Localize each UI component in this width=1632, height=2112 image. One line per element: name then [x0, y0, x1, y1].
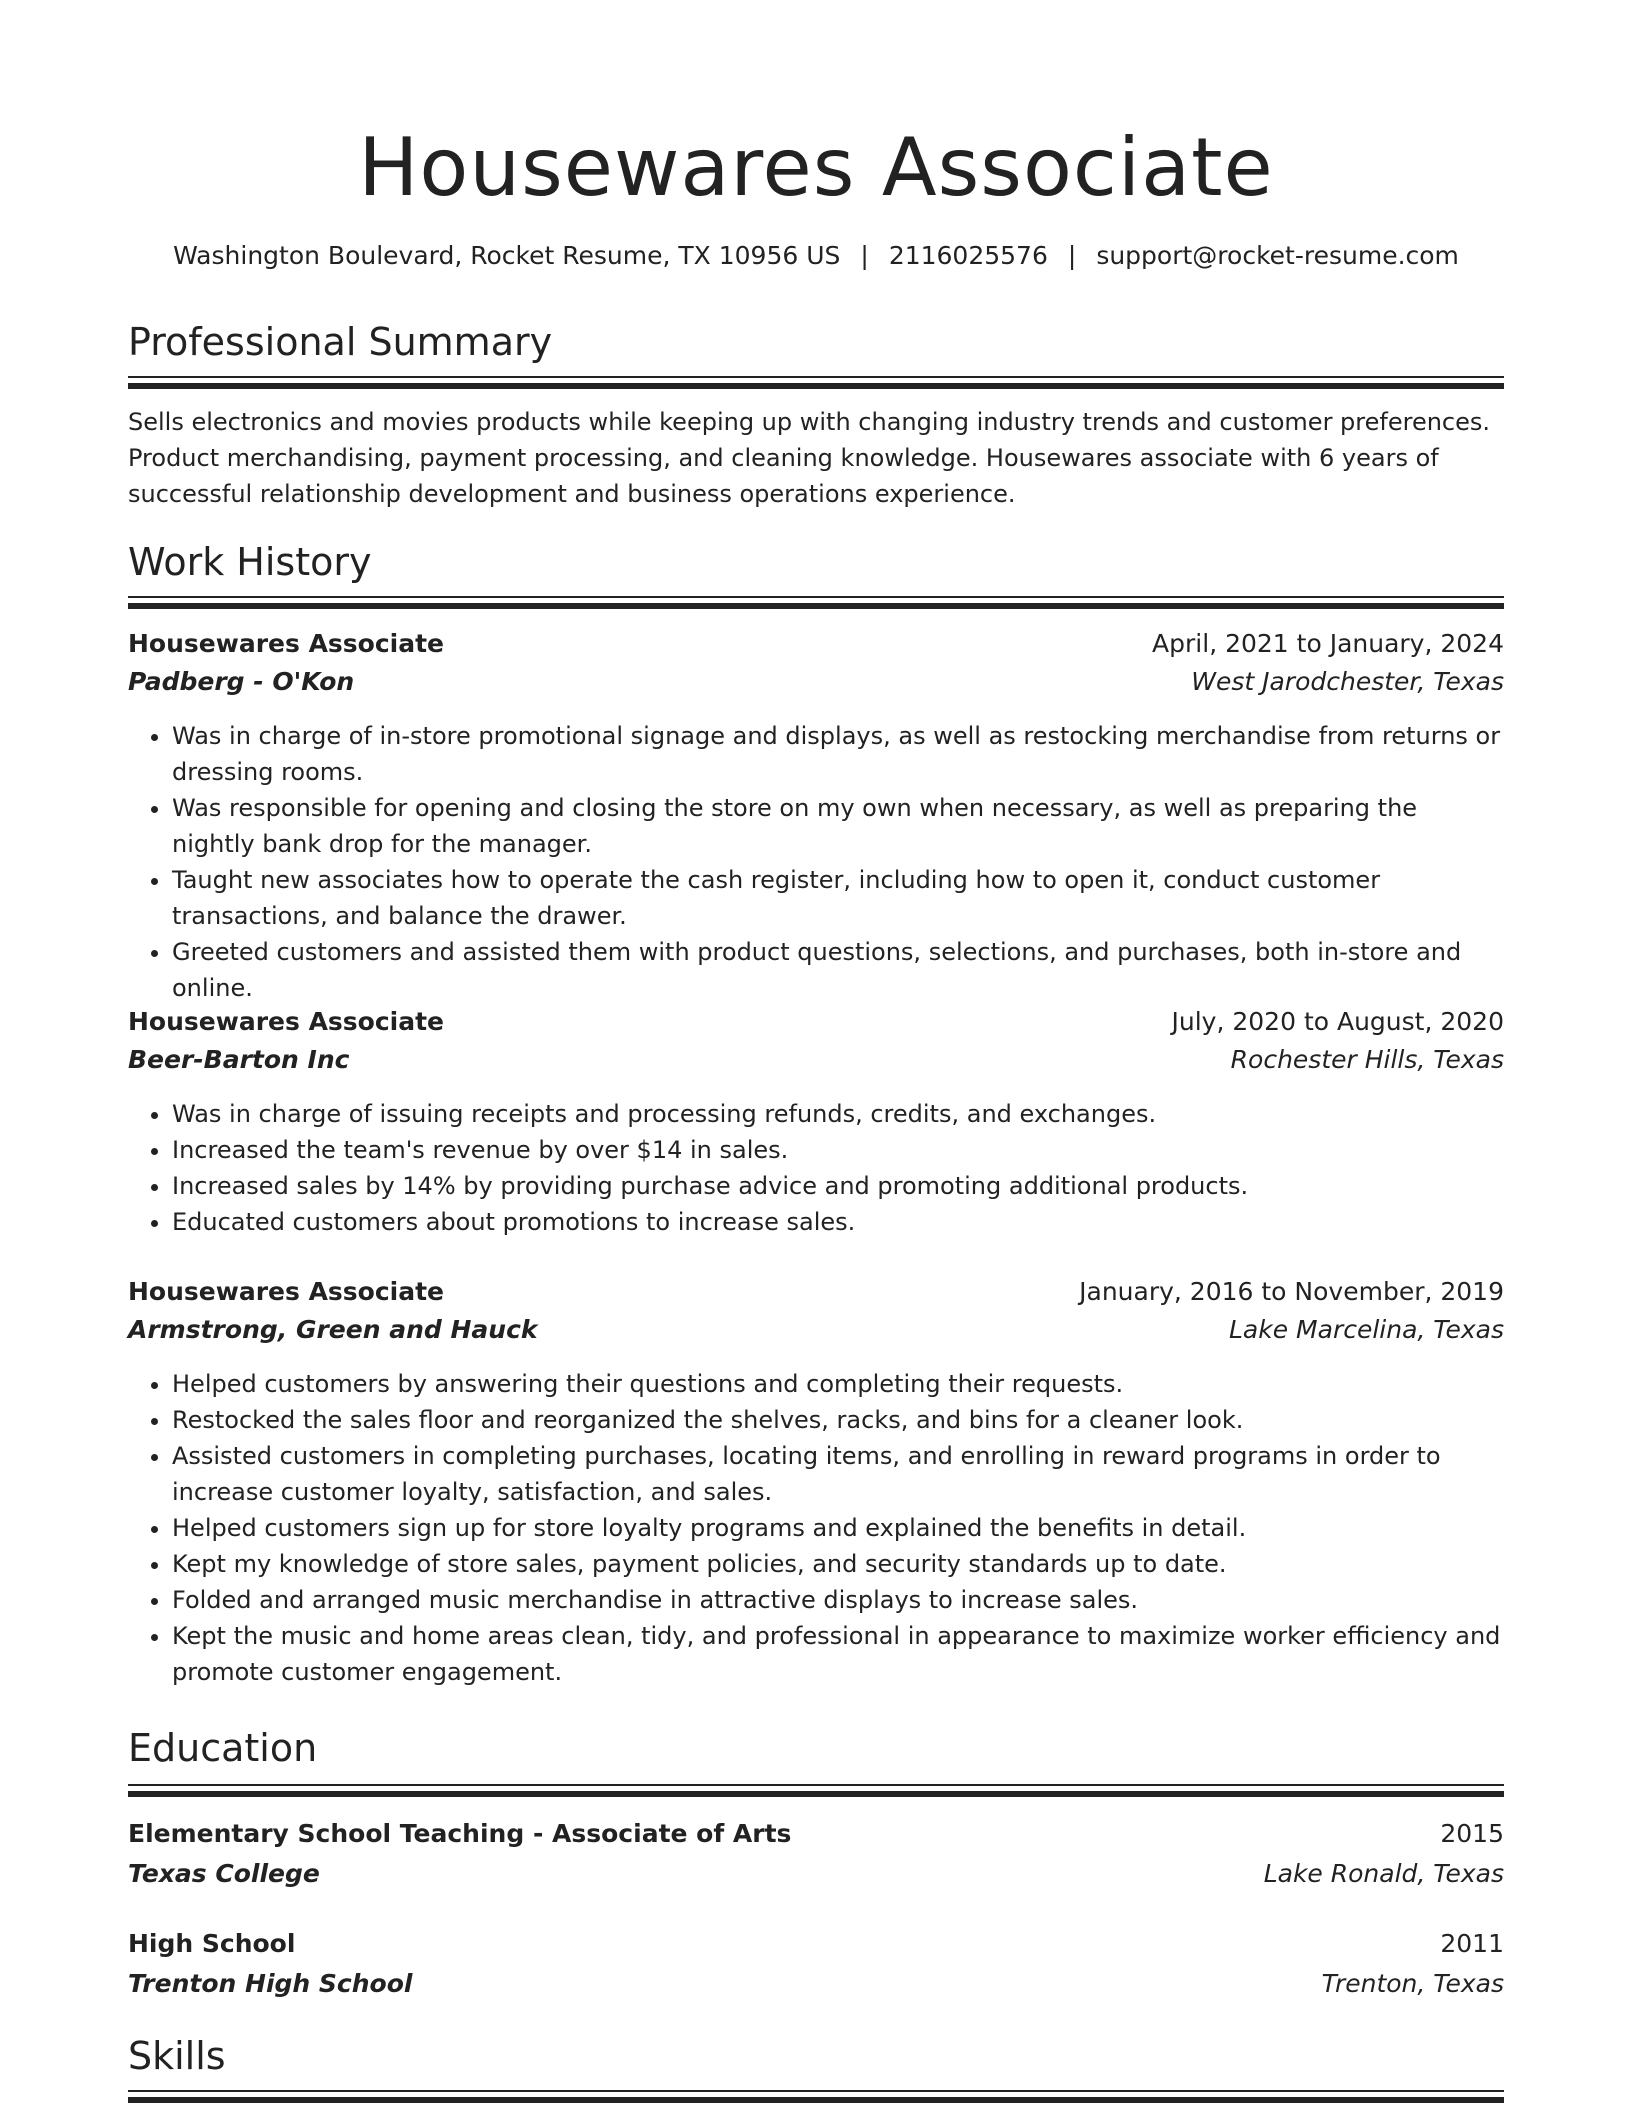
section-title-skills: Skills [128, 2034, 226, 2078]
summary-text: Sells electronics and movies products while keeping up with changing industry trends and customer preferences. Product merchandising, payment processing, and cleaning knowledge. Housewares associate with 6 years of successful relationship development and business operations experience. [128, 408, 1491, 508]
contact-address: Washington Boulevard, Rocket Resume, TX 10956 US [173, 241, 841, 270]
job-subheader [128, 664, 1504, 700]
job-bullets [128, 1096, 1504, 1240]
job-bullets [128, 1366, 1504, 1690]
list-item: • Kept my knowledge of store sales, payment policies, and security standards up to date. [172, 1546, 1504, 1582]
section-divider [128, 1784, 1504, 1786]
job-header [128, 1274, 1504, 1310]
contact-phone: 2116025576 [888, 241, 1048, 270]
list-item: • Greeted customers and assisted them with product questions, selections, and purchases, both in-store and online. [172, 934, 1504, 1006]
contact-separator: | [1067, 241, 1077, 270]
education-subheader [128, 1856, 1504, 1892]
job-bullets [128, 718, 1504, 1006]
contact-email[interactable]: support@rocket-resume.com [1096, 241, 1459, 270]
list-item: • Kept the music and home areas clean, tidy, and professional in appearance to maximize worker efficiency and promote customer engagement. [172, 1618, 1504, 1690]
job-location: Lake Marcelina, Texas [1229, 1315, 1504, 1344]
job-location: Rochester Hills, Texas [1230, 1045, 1504, 1074]
section-title-education: Education [128, 1726, 318, 1770]
section-divider [128, 1791, 1504, 1797]
job-company: Padberg - O'Kon [128, 667, 355, 696]
section-divider [128, 603, 1504, 609]
list-item: • Was in charge of in-store promotional signage and displays, as well as restocking merchandise from returns or dressing rooms. [172, 718, 1504, 790]
job-dates: July, 2020 to August, 2020 [1171, 1007, 1504, 1036]
job-role: Housewares Associate [128, 1007, 445, 1036]
job-company: Armstrong, Green and Hauck [128, 1315, 538, 1344]
education-header [128, 1926, 1504, 1962]
job-company: Beer-Barton Inc [128, 1045, 350, 1074]
job-role: Housewares Associate [128, 629, 445, 658]
list-item: • Increased sales by 14% by providing purchase advice and promoting additional products. [172, 1168, 1504, 1204]
job-dates: April, 2021 to January, 2024 [1152, 629, 1504, 658]
list-item: • Increased the team's revenue by over $14 in sales. [172, 1132, 1504, 1168]
education-school: Trenton High School [128, 1969, 413, 1998]
education-location: Trenton, Texas [1321, 1969, 1504, 1998]
education-degree: High School [128, 1929, 296, 1958]
list-item: • Was in charge of issuing receipts and processing refunds, credits, and exchanges. [172, 1096, 1504, 1132]
list-item: • Was responsible for opening and closing the store on my own when necessary, as well as preparing the nightly bank drop for the manager. [172, 790, 1504, 862]
job-location: West Jarodchester, Texas [1191, 667, 1504, 696]
job-role: Housewares Associate [128, 1277, 445, 1306]
job-dates: January, 2016 to November, 2019 [1079, 1277, 1504, 1306]
section-divider [128, 596, 1504, 598]
job-subheader [128, 1042, 1504, 1078]
list-item: • Restocked the sales floor and reorganized the shelves, racks, and bins for a cleaner look. [172, 1402, 1504, 1438]
candidate-name: Housewares Associate [358, 121, 1274, 214]
job-subheader [128, 1312, 1504, 1348]
education-degree: Elementary School Teaching - Associate of Arts [128, 1819, 792, 1848]
section-divider [128, 376, 1504, 378]
education-header [128, 1816, 1504, 1852]
education-location: Lake Ronald, Texas [1263, 1859, 1504, 1888]
education-school: Texas College [128, 1859, 320, 1888]
list-item: • Folded and arranged music merchandise in attractive displays to increase sales. [172, 1582, 1504, 1618]
section-divider [128, 2090, 1504, 2092]
list-item: • Taught new associates how to operate the cash register, including how to open it, conduct customer transactions, and balance the drawer. [172, 862, 1504, 934]
section-title-work: Work History [128, 540, 372, 584]
job-header [128, 626, 1504, 662]
section-title-summary: Professional Summary [128, 320, 553, 364]
list-item: • Helped customers by answering their questions and completing their requests. [172, 1366, 1504, 1402]
section-divider [128, 2097, 1504, 2103]
list-item: • Assisted customers in completing purchases, locating items, and enrolling in reward programs in order to increase customer loyalty, satisfaction, and sales. [172, 1438, 1504, 1510]
section-divider [128, 383, 1504, 389]
education-year: 2015 [1440, 1819, 1504, 1848]
education-year: 2011 [1440, 1929, 1504, 1958]
job-header [128, 1004, 1504, 1040]
contact-line [128, 238, 1504, 274]
list-item: • Educated customers about promotions to increase sales. [172, 1204, 1504, 1240]
education-subheader [128, 1966, 1504, 2002]
contact-separator: | [860, 241, 869, 270]
list-item: • Helped customers sign up for store loyalty programs and explained the benefits in detail. [172, 1510, 1504, 1546]
